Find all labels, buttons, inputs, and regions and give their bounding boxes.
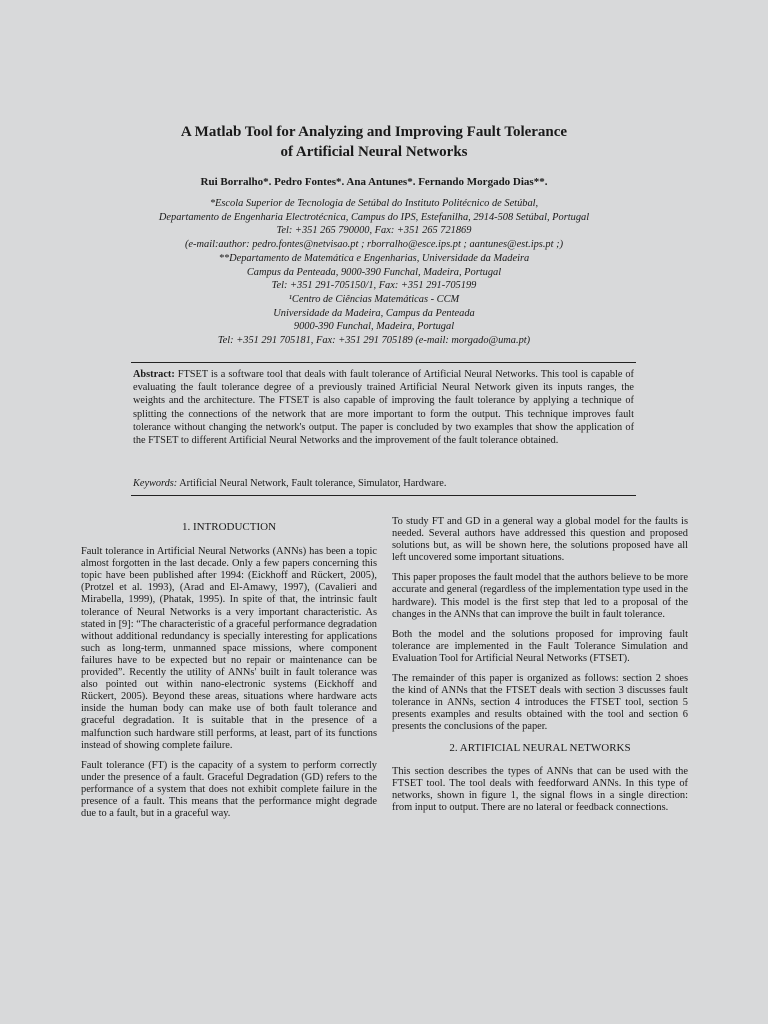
abstract-label: Abstract:	[133, 369, 175, 380]
affiliation-line: Universidade da Madeira, Campus da Penteada	[273, 307, 475, 319]
paragraph: The remainder of this paper is organized as follows: section 2 shoes the kind of ANNs that the FTSET deals with section 3 discusses fault tolerance in ANNs, section 4 introduces the FTSET tool, section 5 presents examples and results obtained with the tool and section 6 presents the conclusions of the paper.	[392, 673, 688, 733]
left-column	[81, 516, 377, 828]
section-heading-introduction: 1. INTRODUCTION	[181, 521, 277, 533]
affiliation-line: (e-mail:author: pedro.fontes@netvisao.pt ; rborralho@esce.ips.pt ; aantunes@est.ips.pt ;)	[184, 239, 564, 251]
affiliations	[60, 197, 688, 348]
abstract-top-rule	[131, 362, 636, 363]
affiliation-line: 9000-390 Funchal, Madeira, Portugal	[293, 321, 455, 333]
paragraph: Both the model and the solutions proposed for improving fault tolerance are implemented in the Fault Tolerance Simulation and Evaluation Tool for Artificial Neural Networks (FTSET).	[392, 628, 688, 664]
keywords	[133, 477, 634, 490]
section-heading-ann: 2. ARTIFICIAL NEURAL NETWORKS	[449, 741, 631, 754]
affiliation-line: Departamento de Engenharia Electrotécnica, Campus do IPS, Estefanilha, 2914-508 Setúbal, Portugal	[158, 211, 590, 223]
title-line-2: of Artificial Neural Networks	[280, 144, 468, 160]
affiliation-line: Tel: +351 291 705181, Fax: +351 291 705189 (e-mail: morgado@uma.pt)	[217, 335, 531, 347]
keywords-text: Artificial Neural Network, Fault tolerance, Simulator, Hardware.	[177, 478, 447, 489]
affiliation-line: Tel: +351 291-705150/1, Fax: +351 291-705199	[271, 280, 477, 292]
author-list: Rui Borralho*. Pedro Fontes*. Ana Antunes*. Fernando Morgado Dias**.	[200, 176, 548, 188]
paragraph: This paper proposes the fault model that the authors believe to be more accurate and general (regardless of the implementation type used in the hardware). This model is the first step that led to a proposal of the changes in the ANNs that can improve the built in fault tolerance.	[392, 572, 689, 620]
title-line-1: A Matlab Tool for Analyzing and Improving Fault Tolerance	[180, 124, 568, 140]
affiliation-line: Tel: +351 265 790000, Fax: +351 265 721869	[276, 225, 472, 237]
right-column	[392, 516, 688, 822]
affiliation-line: *Escola Superior de Tecnologia de Setúbal do Instituto Politécnico de Setúbal,	[209, 198, 539, 209]
abstract-bottom-rule	[131, 495, 636, 496]
paragraph: Fault tolerance in Artificial Neural Networks (ANNs) has been a topic almost forgotten in the last decade. Only a few papers concerning this topic have been published after 1994: (Eickhoff and Rückert, 2005), (Protzel et al. 1993), (Arad and El-Amawy, 1997), (Cavalieri and Mirabella, 1999), (Phatak, 1995). In spite of that, the intrinsic fault tolerance of Neural Networks is a very important characteristic. As stated in [9]: “The characteristic of a graceful performance degradation without additional redundancy is specially interesting for applications such as long-term, unmanned space missions, where component failures have to be expected but no repair or maintenance can be provided”. Recently the utility of ANNs' built in fault tolerance was also pointed out within nano-electronic systems (Eickhoff and Rückert, 2005). Beyond these areas, situations where hardware acts inside the human body can make use of both fault tolerance and graceful degradation. It is suitable that in the presence of a malfunction such hardware still performs, at least, part of its functions instead of showing complete failure.	[81, 546, 377, 751]
affiliation-line: **Departamento de Matemática e Engenharias, Universidade da Madeira	[218, 252, 530, 264]
paragraph: Fault tolerance (FT) is the capacity of a system to perform correctly under the presence of a fault. Graceful Degradation (GD) refers to the performance of a system that does not exhibit complete failure in the presence of a fault. This means that the performance might degrade due to a fault, but in a graceful way.	[81, 759, 377, 820]
paragraph: This section describes the types of ANNs that can be used with the FTSET tool. The tool deals with feedforward ANNs. In this type of networks, shown in figure 1, the signal flows in a single direction: from input to output. There are no lateral or feedback connections.	[392, 765, 688, 813]
abstract-text: FTSET is a software tool that deals with fault tolerance of Artificial Neural Networks. This tool is capable of evaluating the fault tolerance degree of a previously trained Artificial Neural Network given its inputs ranges, the weights and the architecture. The FTSET is also capable of improving the fault tolerance by applying a technique of splitting the connections of the network that are more important to form the output. This technique improves fault tolerance without changing the network's output. The paper is concluded by two examples that show the application of the FTSET to different Artificial Neural Networks and the improvement of the fault tolerance obtained.	[133, 369, 634, 447]
paragraph: To study FT and GD in a general way a global model for the faults is needed. Several authors have addressed this question and proposed solutions but, as will be shown here, the solutions proposed have all left uncovered some important situations.	[392, 516, 688, 564]
abstract	[133, 368, 634, 447]
affiliation-line: ¹Centro de Ciências Matemáticas - CCM	[288, 293, 460, 305]
affiliation-line: Campus da Penteada, 9000-390 Funchal, Madeira, Portugal	[246, 266, 502, 278]
paper-title	[60, 122, 688, 162]
keywords-label: Keywords:	[133, 478, 178, 489]
